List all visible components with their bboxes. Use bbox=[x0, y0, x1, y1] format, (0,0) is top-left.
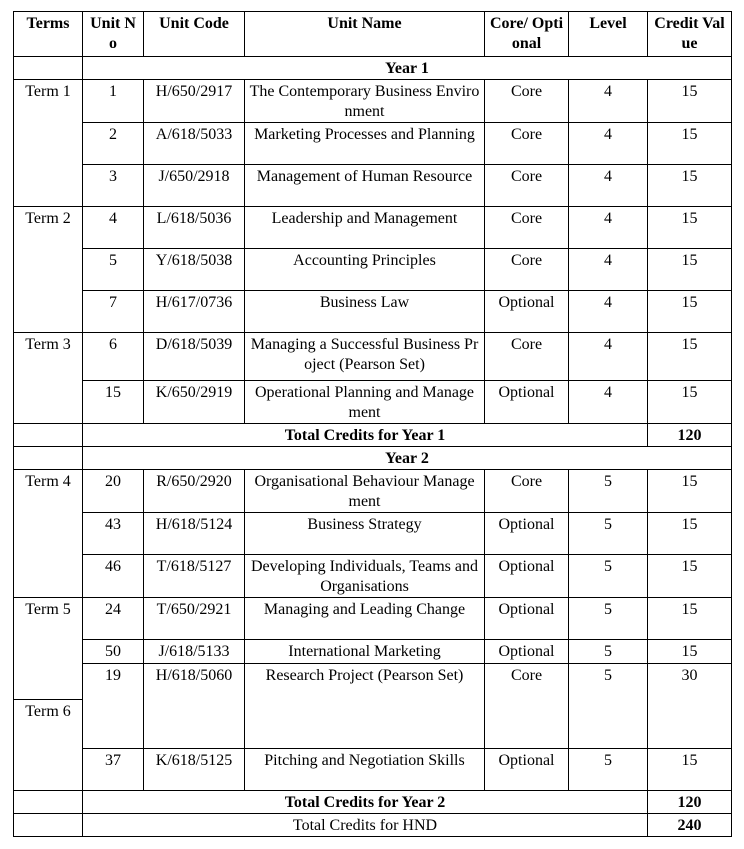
year-total-value: 120 bbox=[648, 791, 732, 814]
table-row bbox=[14, 513, 732, 555]
unit-name: Marketing Processes and Planning bbox=[245, 123, 485, 165]
unit-code: Y/618/5038 bbox=[144, 249, 245, 291]
term-cell: Term 4 bbox=[14, 470, 83, 598]
header-unit-no: Unit No bbox=[83, 12, 144, 57]
unit-no: 20 bbox=[83, 470, 144, 513]
unit-level: 5 bbox=[569, 470, 648, 513]
unit-no: 46 bbox=[83, 555, 144, 598]
header-credit-value: Credit Value bbox=[648, 12, 732, 57]
unit-type: Core bbox=[485, 80, 569, 123]
unit-code: L/618/5036 bbox=[144, 207, 245, 249]
unit-level: 5 bbox=[569, 513, 648, 555]
unit-name: Operational Planning and Management bbox=[245, 381, 485, 424]
unit-level: 4 bbox=[569, 80, 648, 123]
unit-no: 5 bbox=[83, 249, 144, 291]
unit-level: 5 bbox=[569, 598, 648, 640]
unit-level: 4 bbox=[569, 207, 648, 249]
unit-credit: 15 bbox=[648, 207, 732, 249]
unit-no: 50 bbox=[83, 640, 144, 664]
unit-credit: 15 bbox=[648, 640, 732, 664]
unit-code: K/618/5125 bbox=[144, 749, 245, 791]
unit-name: Leadership and Management bbox=[245, 207, 485, 249]
unit-code: H/618/5060 bbox=[144, 664, 245, 749]
hnd-total-row bbox=[14, 814, 732, 837]
unit-type: Optional bbox=[485, 381, 569, 424]
unit-code: H/618/5124 bbox=[144, 513, 245, 555]
unit-level: 5 bbox=[569, 749, 648, 791]
table-row bbox=[14, 470, 732, 513]
units-table bbox=[13, 11, 732, 837]
unit-type: Optional bbox=[485, 291, 569, 333]
unit-name: Business Law bbox=[245, 291, 485, 333]
unit-credit: 30 bbox=[648, 664, 732, 749]
unit-type: Optional bbox=[485, 598, 569, 640]
unit-no: 37 bbox=[83, 749, 144, 791]
unit-credit: 15 bbox=[648, 165, 732, 207]
total-spacer bbox=[14, 424, 83, 447]
unit-credit: 15 bbox=[648, 291, 732, 333]
year-total-value: 120 bbox=[648, 424, 732, 447]
unit-type: Optional bbox=[485, 555, 569, 598]
unit-type: Core bbox=[485, 664, 569, 749]
unit-no: 3 bbox=[83, 165, 144, 207]
total-spacer bbox=[14, 791, 83, 814]
unit-no: 4 bbox=[83, 207, 144, 249]
unit-no: 1 bbox=[83, 80, 144, 123]
table-row bbox=[14, 598, 732, 640]
unit-code: D/618/5039 bbox=[144, 333, 245, 381]
hnd-total-label: Total Credits for HND bbox=[83, 814, 648, 837]
unit-name: Management of Human Resource bbox=[245, 165, 485, 207]
unit-credit: 15 bbox=[648, 513, 732, 555]
table-row bbox=[14, 165, 732, 207]
unit-credit: 15 bbox=[648, 381, 732, 424]
unit-name: Research Project (Pearson Set) bbox=[245, 664, 485, 749]
unit-no: 6 bbox=[83, 333, 144, 381]
unit-credit: 15 bbox=[648, 249, 732, 291]
unit-name: Managing a Successful Business Project (Pearson Set) bbox=[245, 333, 485, 381]
table-row bbox=[14, 333, 732, 381]
term-cell: Term 2 bbox=[14, 207, 83, 333]
unit-type: Core bbox=[485, 249, 569, 291]
unit-name: The Contemporary Business Environment bbox=[245, 80, 485, 123]
unit-credit: 15 bbox=[648, 470, 732, 513]
year-label: Year 2 bbox=[83, 447, 732, 470]
table-row bbox=[14, 80, 732, 123]
unit-level: 4 bbox=[569, 381, 648, 424]
unit-level: 4 bbox=[569, 165, 648, 207]
term-cell: Term 3 bbox=[14, 333, 83, 424]
unit-credit: 15 bbox=[648, 598, 732, 640]
unit-no: 15 bbox=[83, 381, 144, 424]
unit-no: 19 bbox=[83, 664, 144, 749]
year-total-label: Total Credits for Year 2 bbox=[83, 791, 648, 814]
unit-level: 5 bbox=[569, 640, 648, 664]
unit-code: R/650/2920 bbox=[144, 470, 245, 513]
year-total-label: Total Credits for Year 1 bbox=[83, 424, 648, 447]
table-row bbox=[14, 207, 732, 249]
table-row bbox=[14, 249, 732, 291]
table-row bbox=[14, 123, 732, 165]
unit-name: Accounting Principles bbox=[245, 249, 485, 291]
unit-no: 24 bbox=[83, 598, 144, 640]
unit-level: 4 bbox=[569, 333, 648, 381]
unit-name: Developing Individuals, Teams and Organisations bbox=[245, 555, 485, 598]
unit-code: J/650/2918 bbox=[144, 165, 245, 207]
unit-name: International Marketing bbox=[245, 640, 485, 664]
unit-level: 4 bbox=[569, 291, 648, 333]
unit-type: Optional bbox=[485, 749, 569, 791]
unit-no: 7 bbox=[83, 291, 144, 333]
unit-type: Optional bbox=[485, 513, 569, 555]
table-row bbox=[14, 555, 732, 598]
unit-no: 2 bbox=[83, 123, 144, 165]
unit-type: Optional bbox=[485, 640, 569, 664]
unit-code: T/618/5127 bbox=[144, 555, 245, 598]
header-unit-name: Unit Name bbox=[245, 12, 485, 57]
unit-credit: 15 bbox=[648, 80, 732, 123]
unit-code: T/650/2921 bbox=[144, 598, 245, 640]
header-row bbox=[14, 12, 732, 57]
unit-code: A/618/5033 bbox=[144, 123, 245, 165]
table-row bbox=[14, 381, 732, 424]
year-label: Year 1 bbox=[83, 57, 732, 80]
table-row bbox=[14, 640, 732, 664]
unit-code: H/650/2917 bbox=[144, 80, 245, 123]
year-spacer bbox=[14, 57, 83, 80]
unit-no: 43 bbox=[83, 513, 144, 555]
table-row bbox=[14, 749, 732, 791]
table-row bbox=[14, 664, 732, 700]
total-row bbox=[14, 791, 732, 814]
header-unit-code: Unit Code bbox=[144, 12, 245, 57]
unit-credit: 15 bbox=[648, 749, 732, 791]
unit-level: 4 bbox=[569, 249, 648, 291]
header-level: Level bbox=[569, 12, 648, 57]
unit-credit: 15 bbox=[648, 555, 732, 598]
unit-credit: 15 bbox=[648, 123, 732, 165]
header-core-optional: Core/ Optional bbox=[485, 12, 569, 57]
unit-name: Business Strategy bbox=[245, 513, 485, 555]
unit-code: K/650/2919 bbox=[144, 381, 245, 424]
term-cell: Term 1 bbox=[14, 80, 83, 207]
unit-name: Managing and Leading Change bbox=[245, 598, 485, 640]
unit-type: Core bbox=[485, 333, 569, 381]
header-terms: Terms bbox=[14, 12, 83, 57]
unit-type: Core bbox=[485, 470, 569, 513]
unit-code: H/617/0736 bbox=[144, 291, 245, 333]
unit-type: Core bbox=[485, 165, 569, 207]
unit-name: Pitching and Negotiation Skills bbox=[245, 749, 485, 791]
unit-level: 5 bbox=[569, 664, 648, 749]
unit-name: Organisational Behaviour Management bbox=[245, 470, 485, 513]
total-row bbox=[14, 424, 732, 447]
unit-credit: 15 bbox=[648, 333, 732, 381]
year-row bbox=[14, 447, 732, 470]
unit-code: J/618/5133 bbox=[144, 640, 245, 664]
unit-type: Core bbox=[485, 123, 569, 165]
term-cell: Term 5 bbox=[14, 598, 83, 700]
unit-level: 4 bbox=[569, 123, 648, 165]
year-row bbox=[14, 57, 732, 80]
table-row bbox=[14, 291, 732, 333]
term-cell: Term 6 bbox=[14, 700, 83, 791]
unit-level: 5 bbox=[569, 555, 648, 598]
total-spacer bbox=[14, 814, 83, 837]
unit-type: Core bbox=[485, 207, 569, 249]
year-spacer bbox=[14, 447, 83, 470]
hnd-total-value: 240 bbox=[648, 814, 732, 837]
